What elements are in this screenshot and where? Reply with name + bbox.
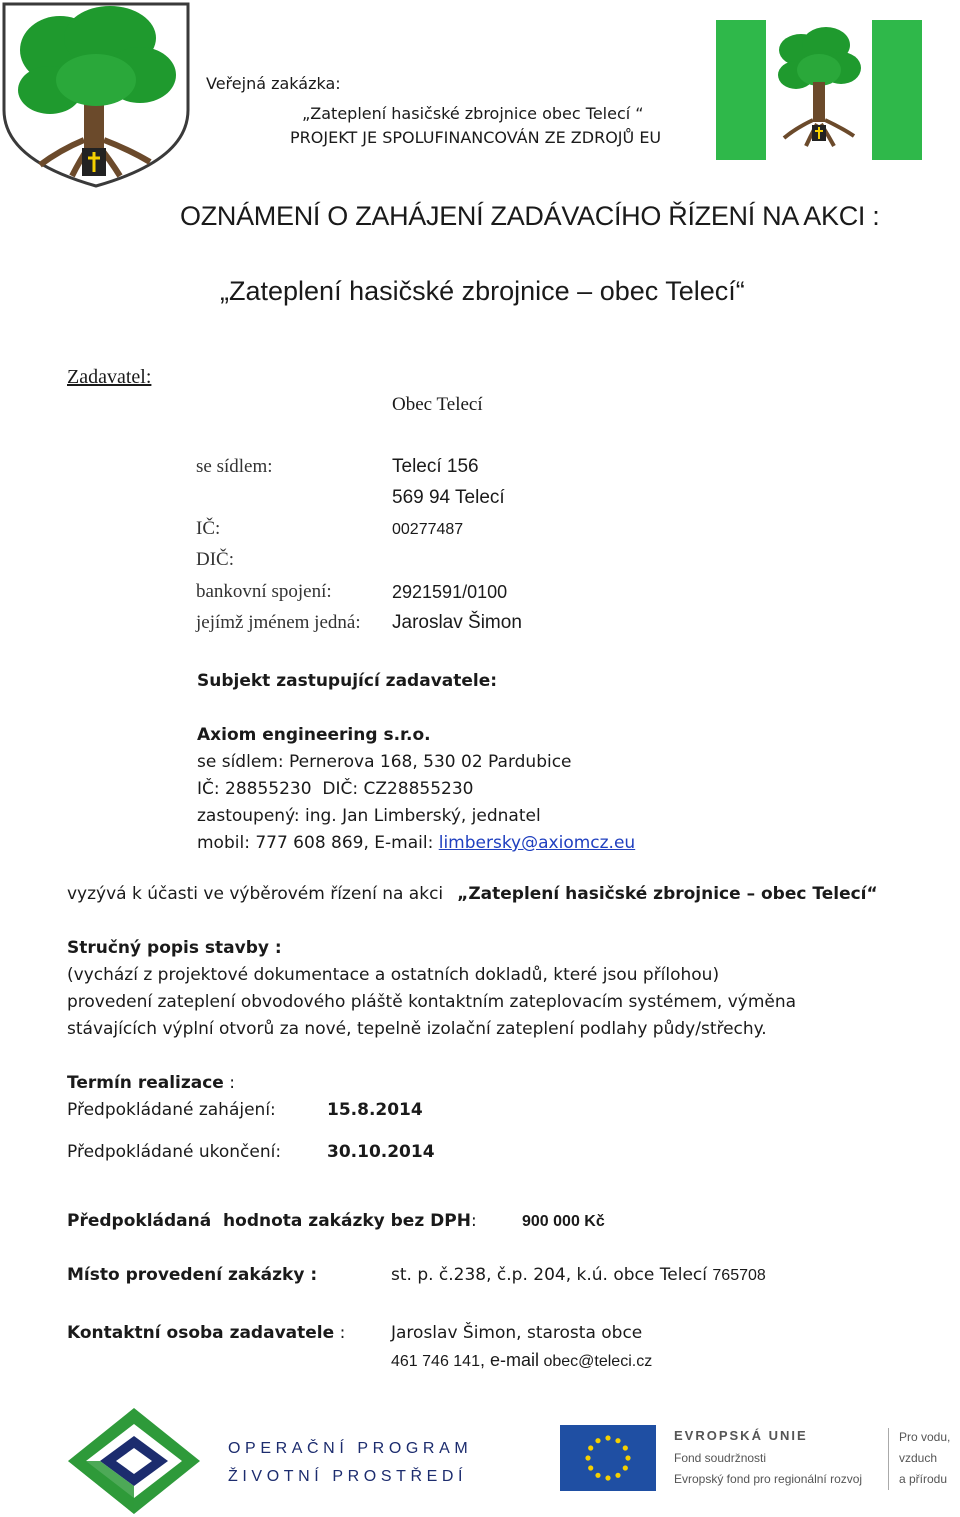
place-value: st. p. č.238, č.p. 204, k.ú. obce Telecí — [391, 1265, 707, 1285]
contact-name: Jaroslav Šimon, starosta obce — [391, 1323, 643, 1343]
ic-label: IČ: — [196, 518, 221, 539]
start-label: Předpokládané zahájení: — [67, 1100, 276, 1120]
seat-line-1: Telecí 156 — [392, 456, 479, 477]
representing-seat: se sídlem: Pernerova 168, 530 02 Pardubice — [197, 752, 572, 772]
schedule-heading-text: Termín realizace — [67, 1073, 224, 1093]
authority-name: Obec Telecí — [392, 394, 483, 415]
schedule-heading-suffix: : — [229, 1073, 235, 1093]
description-line-3: stávajících výplní otvorů za nové, tepelně izolační zateplení podlahy půdy/střechy. — [67, 1019, 767, 1039]
start-value: 15.8.2014 — [327, 1100, 423, 1120]
invitation-text: vyzývá k účasti ve výběrovém řízení na akci — [67, 884, 444, 904]
eu-divider — [888, 1428, 889, 1490]
representing-contact — [197, 833, 635, 853]
page-subtitle: „Zateplení hasičské zbrojnice – obec Telecí“ — [220, 276, 745, 306]
representative-label: jejímž jménem jedná: — [196, 612, 361, 633]
eu-fund-1: Fond soudržnosti — [674, 1451, 767, 1465]
contracting-authority-heading: Zadavatel: — [67, 366, 152, 388]
bank-label: bankovní spojení: — [196, 581, 332, 602]
contact-label-suffix: : — [339, 1323, 346, 1343]
invitation-project: „Zateplení hasičské zbrojnice – obec Telecí“ — [457, 884, 878, 904]
value-label — [67, 1211, 477, 1231]
place-label: Místo provedení zakázky : — [67, 1265, 318, 1285]
representative-email-link[interactable]: limbersky@axiomcz.eu — [438, 833, 636, 853]
value-label-suffix: : — [470, 1211, 477, 1231]
op-zp-logo-mark — [66, 1406, 202, 1516]
slogan-line-2: vzduch — [899, 1451, 938, 1465]
slogan-line-3: a přírodu — [899, 1472, 948, 1486]
contact-label-text: Kontaktní osoba zadavatele — [67, 1323, 335, 1343]
place-value-line — [391, 1265, 766, 1285]
description-heading: Stručný popis stavby : — [67, 938, 282, 958]
description-line-2: provedení zateplení obvodového pláště kontaktním zateplovacím systémem, výměna — [67, 992, 797, 1012]
header-project-title: „Zateplení hasičské zbrojnice obec Telecí “ — [302, 104, 644, 123]
value-amount: 900 000 Kč — [522, 1213, 605, 1230]
coat-of-arms-logo — [0, 0, 192, 190]
place-code: 765708 — [712, 1267, 766, 1284]
value-label-text: Předpokládaná hodnota zakázky bez DPH — [67, 1211, 471, 1231]
representing-company: Axiom engineering s.r.o. — [197, 725, 431, 745]
end-label: Předpokládané ukončení: — [67, 1142, 282, 1162]
op-zp-line-1: OPERAČNÍ PROGRAM — [228, 1440, 473, 1457]
representing-person: zastoupený: ing. Jan Limberský, jednatel — [197, 806, 541, 826]
representing-entity-heading: Subjekt zastupující zadavatele: — [197, 671, 498, 691]
slogan-line-1: Pro vodu, — [899, 1430, 951, 1444]
ic-value: 00277487 — [392, 521, 464, 538]
contact-email-label: , e-mail — [479, 1350, 539, 1370]
end-value: 30.10.2014 — [327, 1142, 435, 1162]
description-line-1: (vychází z projektové dokumentace a ostatních dokladů, které jsou přílohou) — [67, 965, 720, 985]
header-label: Veřejná zakázka: — [206, 74, 341, 93]
seat-label: se sídlem: — [196, 456, 273, 477]
flag-logo — [716, 20, 922, 160]
page-title: OZNÁMENÍ O ZAHÁJENÍ ZADÁVACÍHO ŘÍZENÍ NA AKCI : — [180, 201, 880, 231]
representing-ids: IČ: 28855230 DIČ: CZ28855230 — [197, 779, 474, 799]
contact-email[interactable]: obec@teleci.cz — [543, 1353, 653, 1370]
representative-value: Jaroslav Šimon — [392, 612, 522, 633]
eu-fund-2: Evropský fond pro regionální rozvoj — [674, 1472, 863, 1486]
contact-prefix: mobil: 777 608 869, E-mail: — [197, 833, 439, 853]
eu-title: EVROPSKÁ UNIE — [674, 1428, 808, 1443]
seat-line-2: 569 94 Telecí — [392, 487, 505, 508]
contact-details — [391, 1350, 652, 1371]
dic-label: DIČ: — [196, 549, 234, 570]
schedule-heading — [67, 1073, 235, 1093]
contact-phone: 461 746 141 — [391, 1353, 480, 1370]
eu-flag-icon — [560, 1425, 656, 1491]
invitation-line — [67, 884, 878, 904]
contact-label — [67, 1323, 345, 1343]
bank-value: 2921591/0100 — [392, 582, 508, 602]
op-zp-line-2: ŽIVOTNÍ PROSTŘEDÍ — [228, 1468, 468, 1485]
header-funding-note: PROJEKT JE SPOLUFINANCOVÁN ZE ZDROJŮ EU — [290, 128, 662, 147]
